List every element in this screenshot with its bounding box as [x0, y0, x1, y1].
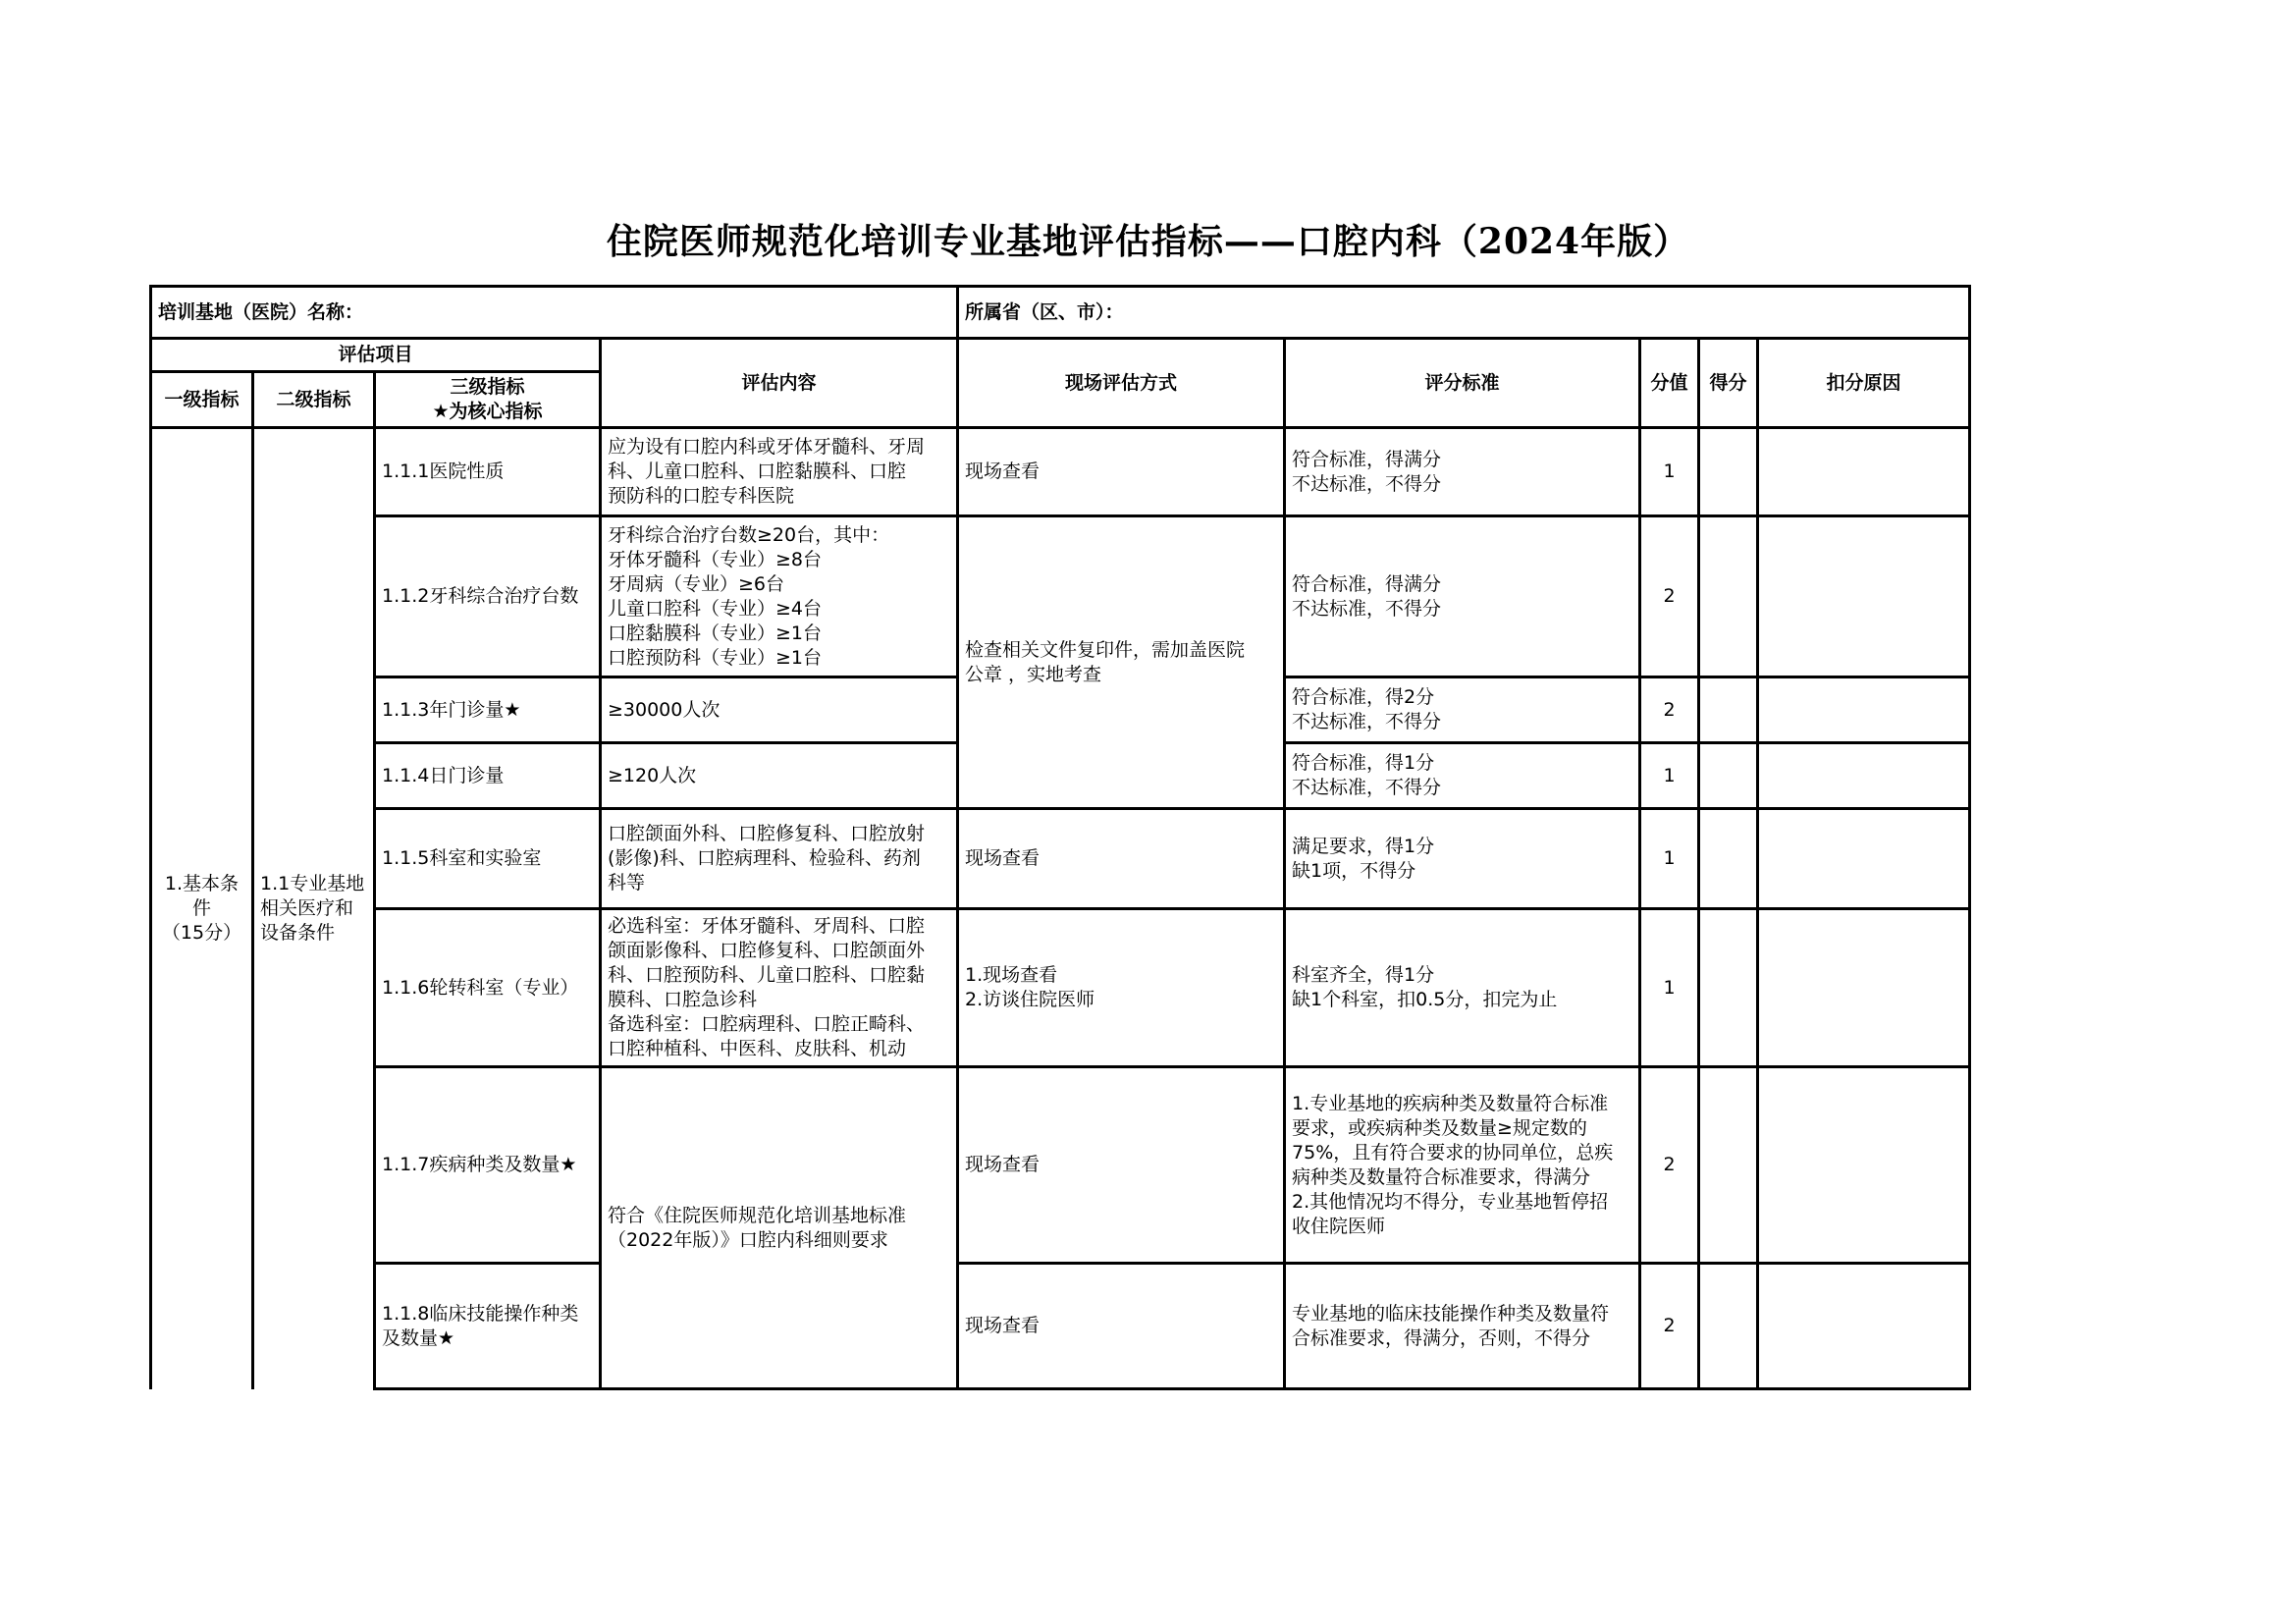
- criteria-line: 符合标准，得满分: [1292, 448, 1442, 470]
- criteria-cell: [1285, 1067, 1640, 1264]
- content-line: 符合《住院医师规范化培训基地标准: [608, 1204, 907, 1226]
- criteria-cell: [1285, 428, 1640, 516]
- score-input-cell[interactable]: [1699, 428, 1758, 516]
- content-cell: [601, 909, 958, 1067]
- level3-header: [375, 372, 601, 428]
- base-name-field: 培训基地（医院）名称：: [151, 287, 958, 339]
- level3-header-line2: ★为核心指标: [432, 401, 543, 422]
- content-cell: [601, 809, 958, 909]
- content-line: 牙体牙髓科（专业）≥8台: [608, 548, 823, 570]
- score-input-cell[interactable]: [1699, 809, 1758, 909]
- criteria-cell: [1285, 516, 1640, 677]
- content-line: (影像)科、口腔病理科、检验科、药剂: [608, 847, 921, 869]
- content-line: 应为设有口腔内科或牙体牙髓科、牙周: [608, 436, 926, 458]
- score-value-cell: 1: [1640, 909, 1699, 1067]
- deduction-reason-cell[interactable]: [1758, 677, 1970, 743]
- level1-line: （15分）: [161, 922, 242, 945]
- deduction-reason-cell[interactable]: [1758, 428, 1970, 516]
- criteria-line: 缺1项，不得分: [1292, 859, 1416, 882]
- criteria-line: 合标准要求，得满分，否则，不得分: [1292, 1326, 1591, 1349]
- content-cell: ≥30000人次: [601, 677, 958, 743]
- criteria-line: 2.其他情况均不得分，专业基地暂停招: [1292, 1190, 1609, 1213]
- method-cell: 现场查看: [958, 1067, 1285, 1264]
- criteria-header: 评分标准: [1285, 339, 1640, 428]
- criteria-cell: [1285, 743, 1640, 809]
- method-cell: 现场查看: [958, 428, 1285, 516]
- score-value-cell: 2: [1640, 1067, 1699, 1264]
- level3-item: 1.1.5科室和实验室: [375, 809, 601, 909]
- level2-header: 二级指标: [253, 372, 375, 428]
- method-cell: 现场查看: [958, 809, 1285, 909]
- criteria-line: 不达标准，不得分: [1292, 472, 1442, 495]
- content-cell: [601, 516, 958, 677]
- score-input-cell[interactable]: [1699, 909, 1758, 1067]
- level1-line: 件: [191, 897, 211, 920]
- method-line: 检查相关文件复印件，需加盖医院: [965, 638, 1246, 661]
- level1-line: 1.基本条: [164, 873, 240, 895]
- content-line: （2022年版）》口腔内科细则要求: [608, 1228, 888, 1251]
- criteria-cell: [1285, 809, 1640, 909]
- deduction-reason-cell[interactable]: [1758, 1067, 1970, 1264]
- content-line: 科、儿童口腔科、口腔黏膜科、口腔: [608, 460, 907, 482]
- score-header: 得分: [1699, 339, 1758, 428]
- criteria-cell: [1285, 909, 1640, 1067]
- criteria-line: 符合标准，得满分: [1292, 572, 1442, 595]
- deduction-reason-cell[interactable]: [1758, 1264, 1970, 1389]
- criteria-cell: [1285, 1264, 1640, 1389]
- method-line: 2.访谈住院医师: [965, 989, 1095, 1010]
- method-line: 公章 ，实地考查: [965, 663, 1102, 685]
- page-title: 住院医师规范化培训专业基地评估指标——口腔内科（2024年版）: [606, 221, 1690, 262]
- score-value-cell: 1: [1640, 743, 1699, 809]
- content-line: 儿童口腔科（专业）≥4台: [608, 597, 823, 620]
- content-line: 颌面影像科、口腔修复科、口腔颌面外: [608, 940, 926, 961]
- score-input-cell[interactable]: [1699, 677, 1758, 743]
- score-input-cell[interactable]: [1699, 516, 1758, 677]
- criteria-line: 收住院医师: [1292, 1215, 1386, 1237]
- eval-item-header: 评估项目: [151, 339, 601, 372]
- content-line: 科、口腔预防科、儿童口腔科、口腔黏: [608, 964, 926, 986]
- criteria-line: 1.专业基地的疾病种类及数量符合标准: [1292, 1092, 1609, 1114]
- province-field: 所属省（区、市）：: [958, 287, 1970, 339]
- level3-item: 1.1.4日门诊量: [375, 743, 601, 809]
- criteria-cell: [1285, 677, 1640, 743]
- deduction-reason-header: 扣分原因: [1758, 339, 1970, 428]
- level3-item: 1.1.7疾病种类及数量★: [375, 1067, 601, 1264]
- level1-cell: [151, 428, 253, 1389]
- deduction-reason-cell[interactable]: [1758, 516, 1970, 677]
- deduction-reason-cell[interactable]: [1758, 809, 1970, 909]
- level1-header: 一级指标: [151, 372, 253, 428]
- content-line: 必选科室：牙体牙髓科、牙周科、口腔: [608, 915, 926, 937]
- level2-cell: 1.1专业基地相关医疗和设备条件: [253, 428, 375, 1389]
- content-cell: ≥120人次: [601, 743, 958, 809]
- criteria-line: 病种类及数量符合标准要求，得满分: [1292, 1165, 1591, 1188]
- method-header: 现场评估方式: [958, 339, 1285, 428]
- criteria-line: 不达标准，不得分: [1292, 597, 1442, 620]
- criteria-line: 符合标准，得1分: [1292, 752, 1435, 774]
- content-line: 牙科综合治疗台数≥20台，其中：: [608, 523, 890, 546]
- method-cell: 现场查看: [958, 1264, 1285, 1389]
- score-input-cell[interactable]: [1699, 743, 1758, 809]
- content-line: 口腔颌面外科、口腔修复科、口腔放射: [608, 823, 926, 844]
- level3-item: 1.1.8临床技能操作种类及数量★: [375, 1264, 601, 1389]
- level3-item: 1.1.3年门诊量★: [375, 677, 601, 743]
- evaluation-table: [149, 285, 1971, 1390]
- content-line: 牙周病（专业）≥6台: [608, 572, 785, 595]
- criteria-line: 专业基地的临床技能操作种类及数量符: [1292, 1302, 1610, 1325]
- method-line: 1.现场查看: [965, 964, 1058, 986]
- level3-item: 1.1.1医院性质: [375, 428, 601, 516]
- content-line: 科等: [608, 872, 646, 893]
- criteria-line: 缺1个科室，扣0.5分，扣完为止: [1292, 989, 1558, 1010]
- content-line: 口腔黏膜科（专业）≥1台: [608, 622, 823, 644]
- criteria-line: 科室齐全，得1分: [1292, 964, 1435, 986]
- content-line: 膜科、口腔急诊科: [608, 989, 758, 1010]
- score-value-cell: 2: [1640, 516, 1699, 677]
- criteria-line: 75%，且有符合要求的协同单位，总疾: [1292, 1141, 1614, 1164]
- content-cell: [601, 428, 958, 516]
- score-value-cell: 1: [1640, 428, 1699, 516]
- deduction-reason-cell[interactable]: [1758, 743, 1970, 809]
- level3-header-line1: 三级指标: [450, 376, 525, 398]
- content-line: 备选科室：口腔病理科、口腔正畸科、: [608, 1013, 926, 1035]
- criteria-line: 不达标准，不得分: [1292, 711, 1442, 732]
- content-line: 口腔种植科、中医科、皮肤科、机动: [608, 1038, 907, 1059]
- score-value-header: 分值: [1640, 339, 1699, 428]
- score-value-cell: 2: [1640, 1264, 1699, 1389]
- content-header: 评估内容: [601, 339, 958, 428]
- deduction-reason-cell[interactable]: [1758, 909, 1970, 1067]
- content-line: 口腔预防科（专业）≥1台: [608, 646, 823, 669]
- criteria-line: 满足要求，得1分: [1292, 835, 1435, 857]
- content-cell-shared: [601, 1067, 958, 1389]
- score-input-cell[interactable]: [1699, 1067, 1758, 1264]
- criteria-line: 符合标准，得2分: [1292, 686, 1435, 708]
- score-value-cell: 1: [1640, 809, 1699, 909]
- criteria-line: 不达标准，不得分: [1292, 777, 1442, 798]
- method-cell: [958, 909, 1285, 1067]
- criteria-line: 要求，或疾病种类及数量≥规定数的: [1292, 1116, 1587, 1139]
- level3-item: 1.1.6轮转科室（专业）: [375, 909, 601, 1067]
- score-value-cell: 2: [1640, 677, 1699, 743]
- level3-item: 1.1.2牙科综合治疗台数: [375, 516, 601, 677]
- content-line: 预防科的口腔专科医院: [608, 485, 795, 507]
- method-cell-shared: [958, 516, 1285, 809]
- score-input-cell[interactable]: [1699, 1264, 1758, 1389]
